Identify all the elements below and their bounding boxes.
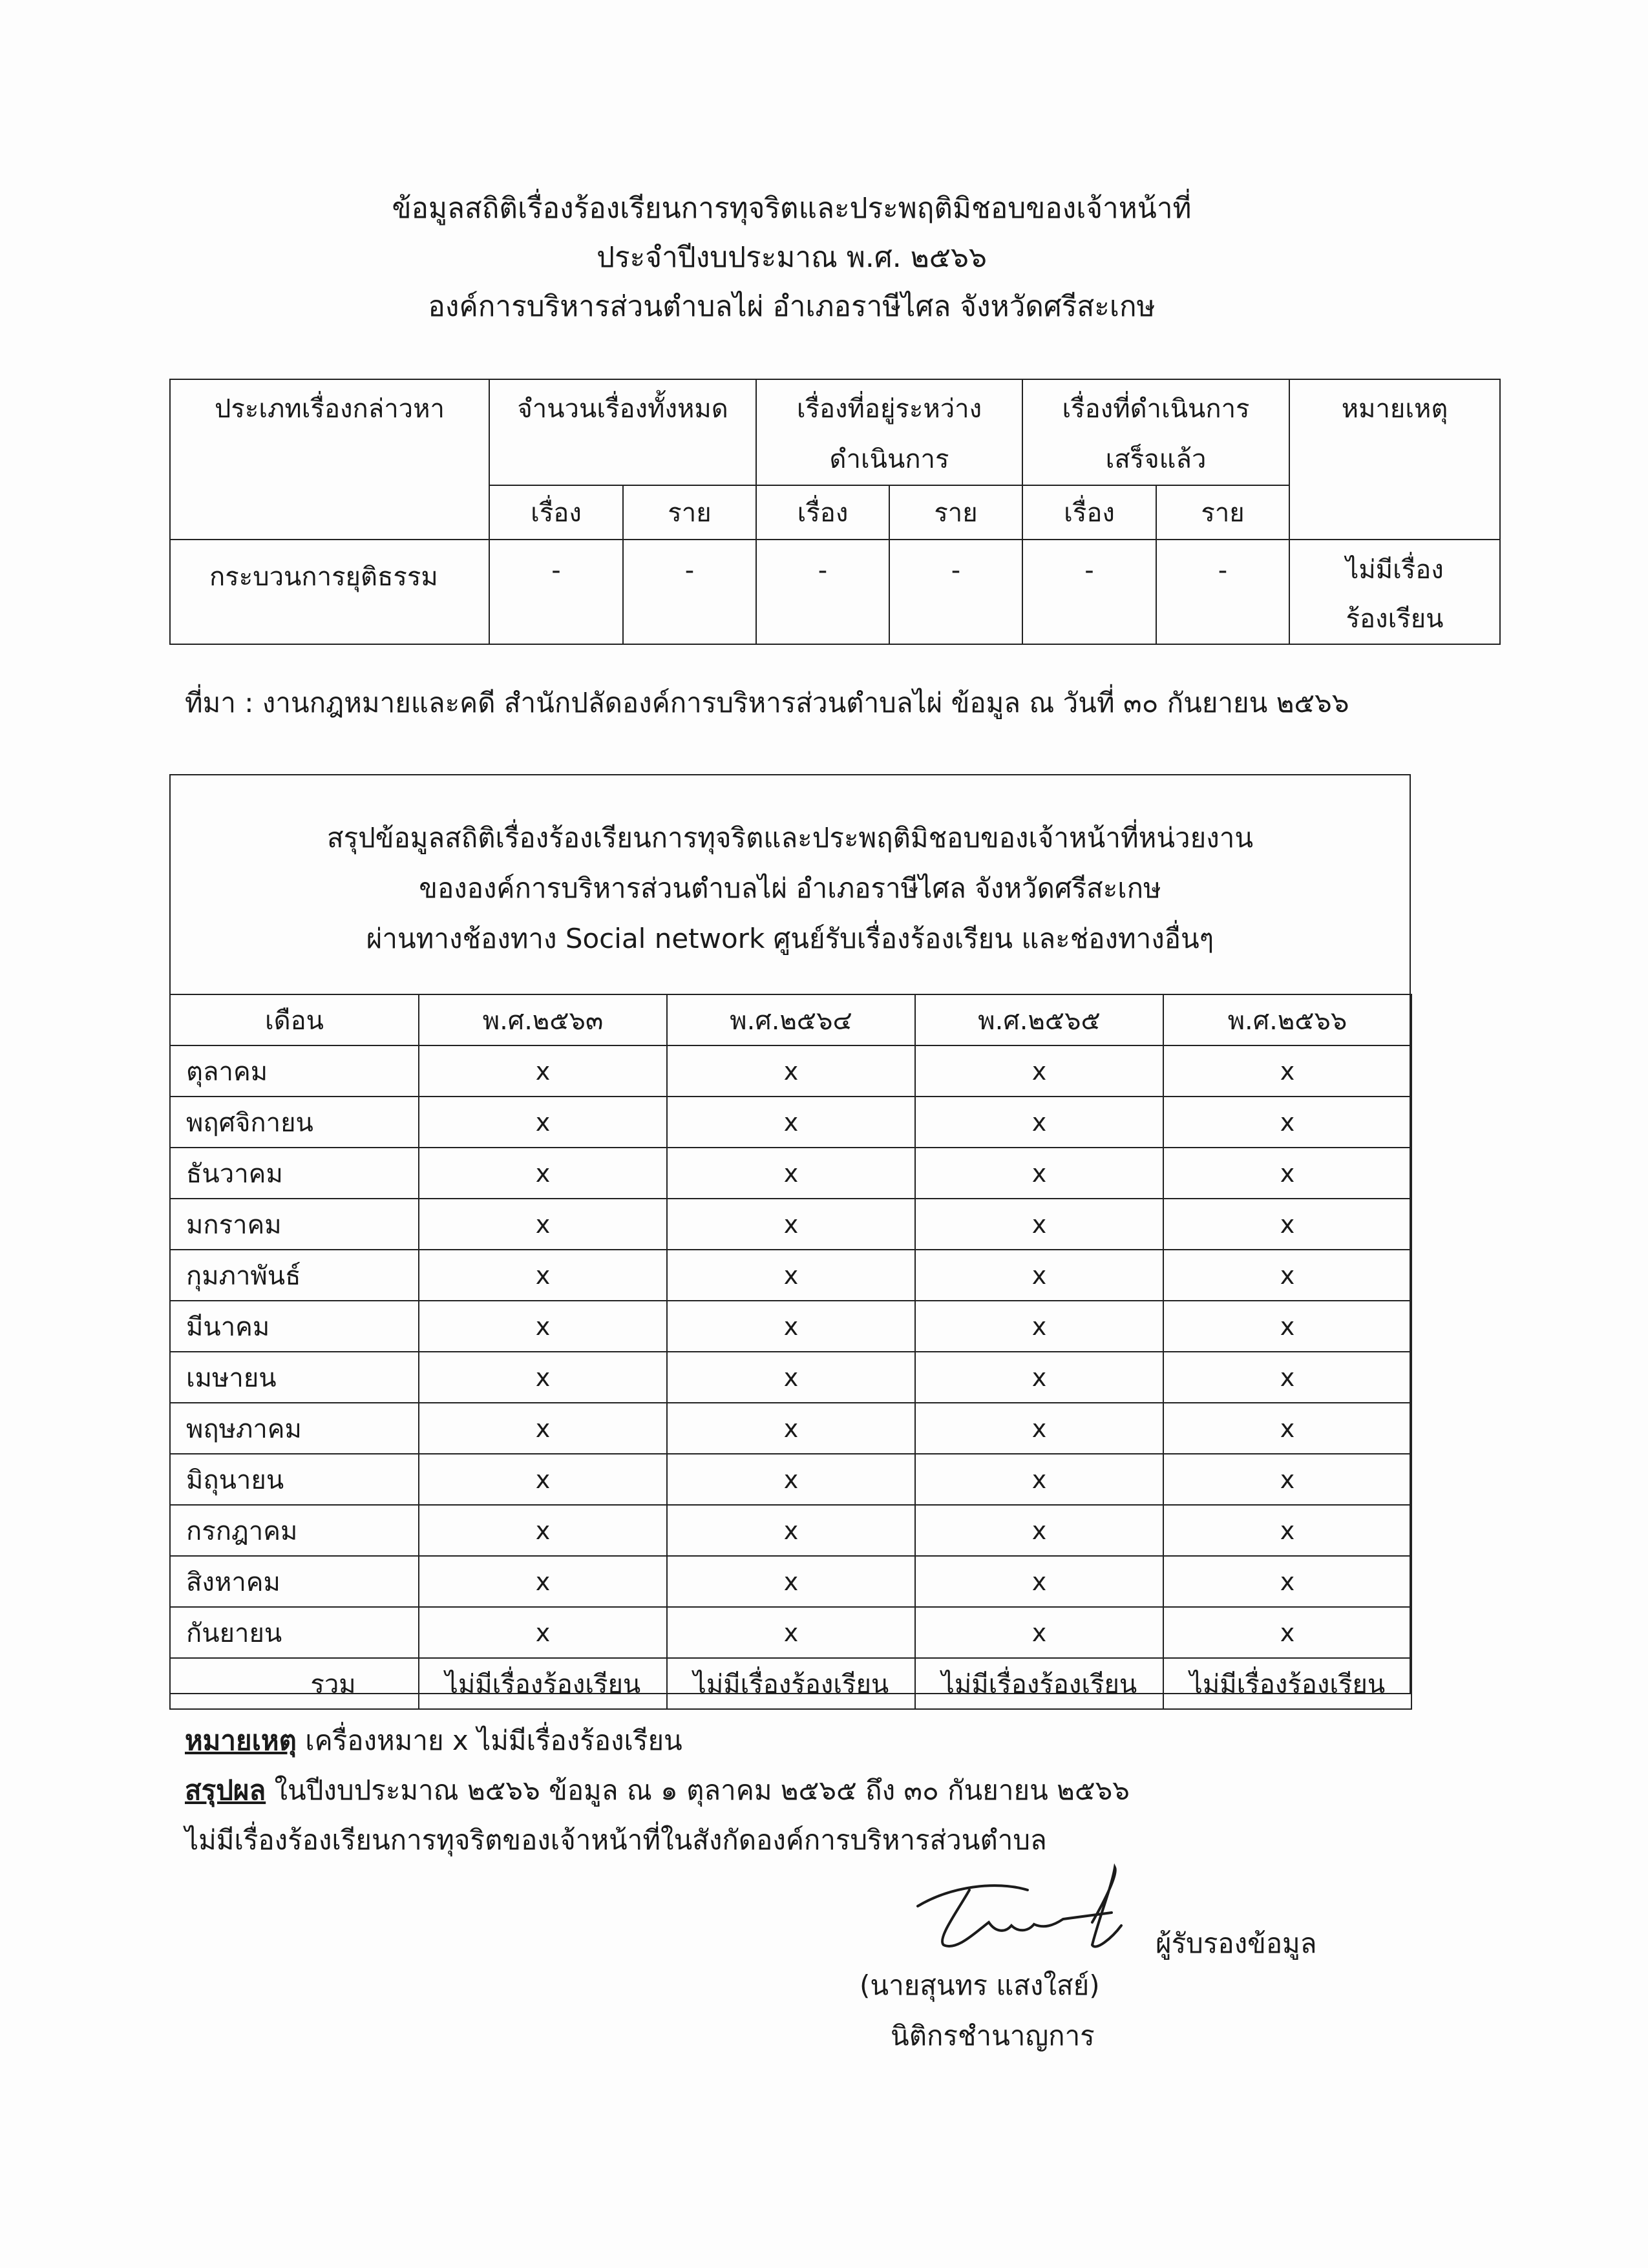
table-row: [170, 1199, 1411, 1250]
month-cell: ตุลาคม: [170, 1045, 419, 1097]
header-month: เดือน: [170, 994, 419, 1045]
cell-pending-person: -: [889, 540, 1022, 644]
table-row: [170, 1097, 1411, 1148]
month-cell: กรกฎาคม: [170, 1505, 419, 1556]
no-complaint-mark: x: [419, 1556, 667, 1607]
remarks-section: [185, 1716, 1130, 1865]
no-complaint-mark: x: [1163, 1148, 1411, 1199]
month-cell: มีนาคม: [170, 1301, 419, 1352]
header-year: พ.ศ.๒๕๖๕: [915, 994, 1163, 1045]
cell-done-person: -: [1156, 540, 1289, 644]
table-row: [170, 1607, 1411, 1658]
no-complaint-mark: x: [667, 1403, 915, 1454]
cell-pending-matter: -: [756, 540, 889, 644]
no-complaint-mark: x: [915, 1045, 1163, 1097]
no-complaint-mark: x: [1163, 1199, 1411, 1250]
certifier-label: ผู้รับรองข้อมูล: [1156, 1927, 1317, 1959]
month-cell: พฤศจิกายน: [170, 1097, 419, 1148]
sub-header-person: ราย: [1156, 485, 1289, 540]
no-complaint-mark: x: [419, 1403, 667, 1454]
table-row: [170, 1250, 1411, 1301]
cell-total-matter: -: [489, 540, 623, 644]
header-done-line1: เรื่องที่ดำเนินการ: [1062, 394, 1250, 424]
header-note: หมายเหตุ: [1289, 379, 1500, 540]
no-complaint-mark: x: [915, 1352, 1163, 1403]
table-row: [170, 1556, 1411, 1607]
no-complaint-mark: x: [667, 1505, 915, 1556]
cell-done-matter: -: [1022, 540, 1156, 644]
month-cell: กุมภาพันธ์: [170, 1250, 419, 1301]
remark-conclusion-text: ในปีงบประมาณ ๒๕๖๖ ข้อมูล ณ ๑ ตุลาคม ๒๕๖๕ ถึง ๓๐ กันยายน ๒๕๖๖: [266, 1774, 1130, 1806]
no-complaint-mark: x: [419, 1352, 667, 1403]
remark-note-text: เครื่องหมาย x ไม่มีเรื่องร้องเรียน: [296, 1725, 682, 1756]
header-line-3: องค์การบริหารส่วนตำบลไผ่ อำเภอราษีไศล จังหวัดศรีสะเกษ: [428, 290, 1156, 323]
header-done-line2: เสร็จแล้ว: [1105, 445, 1207, 474]
no-complaint-mark: x: [419, 1199, 667, 1250]
no-complaint-mark: x: [667, 1250, 915, 1301]
summary-title-line1: สรุปข้อมูลสถิติเรื่องร้องเรียนการทุจริตและประพฤติมิชอบของเจ้าหน้าที่หน่วยงาน: [326, 822, 1254, 854]
no-complaint-mark: x: [1163, 1607, 1411, 1658]
no-complaint-mark: x: [1163, 1301, 1411, 1352]
remark-conclusion-line2: ไม่มีเรื่องร้องเรียนการทุจริตของเจ้าหน้าที่ในสังกัดองค์การบริหารส่วนตำบล: [185, 1824, 1047, 1856]
no-complaint-mark: x: [419, 1454, 667, 1505]
cell-total-person: -: [623, 540, 756, 644]
no-complaint-mark: x: [667, 1199, 915, 1250]
total-value: ไม่มีเรื่องร้องเรียน: [667, 1658, 915, 1709]
header-pending-line1: เรื่องที่อยู่ระหว่าง: [796, 394, 982, 424]
no-complaint-mark: x: [419, 1301, 667, 1352]
no-complaint-mark: x: [419, 1607, 667, 1658]
table-row: [170, 1352, 1411, 1403]
table-row: [170, 1403, 1411, 1454]
month-cell: เมษายน: [170, 1352, 419, 1403]
sub-header-matter: เรื่อง: [489, 485, 623, 540]
month-cell: ธันวาคม: [170, 1148, 419, 1199]
no-complaint-mark: x: [419, 1097, 667, 1148]
no-complaint-mark: x: [667, 1556, 915, 1607]
no-complaint-mark: x: [1163, 1505, 1411, 1556]
remark-note: [185, 1716, 1130, 1765]
no-complaint-mark: x: [1163, 1250, 1411, 1301]
summary-title: [171, 813, 1410, 964]
no-complaint-mark: x: [1163, 1097, 1411, 1148]
header-category: ประเภทเรื่องกล่าวหา: [170, 379, 489, 540]
no-complaint-mark: x: [667, 1301, 915, 1352]
total-value: ไม่มีเรื่องร้องเรียน: [419, 1658, 667, 1709]
sub-header-person: ราย: [623, 485, 756, 540]
signer-name: (นายสุนทร แสงใสย์): [860, 1969, 1100, 2001]
monthly-summary-table: [169, 994, 1412, 1710]
table-row: [170, 540, 1500, 644]
no-complaint-mark: x: [419, 1045, 667, 1097]
data-source-note: ที่มา : งานกฎหมายและคดี สำนักปลัดองค์การบริหารส่วนตำบลไผ่ ข้อมูล ณ วันที่ ๓๐ กันยายน ๒๕๖๖: [185, 687, 1349, 719]
no-complaint-mark: x: [915, 1250, 1163, 1301]
no-complaint-mark: x: [915, 1505, 1163, 1556]
no-complaint-mark: x: [915, 1403, 1163, 1454]
remark-note-label: หมายเหตุ: [185, 1725, 297, 1756]
no-complaint-mark: x: [667, 1097, 915, 1148]
total-row: [170, 1658, 1411, 1709]
sub-header-matter: เรื่อง: [1022, 485, 1156, 540]
header-pending-line2: ดำเนินการ: [829, 445, 949, 474]
total-label: รวม: [170, 1658, 419, 1709]
header-year: พ.ศ.๒๕๖๓: [419, 994, 667, 1045]
header-line-2: ประจำปีงบประมาณ พ.ศ. ๒๕๖๖: [597, 241, 987, 274]
complaint-type-table: [169, 379, 1501, 645]
no-complaint-mark: x: [419, 1505, 667, 1556]
sub-header-person: ราย: [889, 485, 1022, 540]
cell-note-line2: ร้องเรียน: [1346, 604, 1444, 634]
document-header: [0, 184, 1583, 331]
month-cell: มกราคม: [170, 1199, 419, 1250]
no-complaint-mark: x: [915, 1301, 1163, 1352]
no-complaint-mark: x: [1163, 1403, 1411, 1454]
table-row: [170, 1045, 1411, 1097]
no-complaint-mark: x: [915, 1556, 1163, 1607]
month-cell: พฤษภาคม: [170, 1403, 419, 1454]
cell-note: [1289, 540, 1500, 644]
no-complaint-mark: x: [915, 1097, 1163, 1148]
month-cell: มิถุนายน: [170, 1454, 419, 1505]
header-total: จำนวนเรื่องทั้งหมด: [489, 379, 756, 485]
month-cell: สิงหาคม: [170, 1556, 419, 1607]
handwritten-signature: [898, 1861, 1170, 1958]
table-row: [170, 1505, 1411, 1556]
table-row: [170, 1454, 1411, 1505]
header-year: พ.ศ.๒๕๖๔: [667, 994, 915, 1045]
cell-note-line1: ไม่มีเรื่อง: [1346, 555, 1444, 585]
table-row: [170, 1301, 1411, 1352]
header-line-1: ข้อมูลสถิติเรื่องร้องเรียนการทุจริตและประพฤติมิชอบของเจ้าหน้าที่: [392, 192, 1192, 225]
no-complaint-mark: x: [419, 1250, 667, 1301]
no-complaint-mark: x: [1163, 1454, 1411, 1505]
no-complaint-mark: x: [667, 1352, 915, 1403]
no-complaint-mark: x: [1163, 1556, 1411, 1607]
month-cell: กันยายน: [170, 1607, 419, 1658]
no-complaint-mark: x: [915, 1607, 1163, 1658]
total-value: ไม่มีเรื่องร้องเรียน: [1163, 1658, 1411, 1709]
no-complaint-mark: x: [667, 1148, 915, 1199]
no-complaint-mark: x: [667, 1607, 915, 1658]
header-year: พ.ศ.๒๕๖๖: [1163, 994, 1411, 1045]
no-complaint-mark: x: [915, 1454, 1163, 1505]
remark-conclusion: [185, 1765, 1130, 1815]
no-complaint-mark: x: [915, 1199, 1163, 1250]
summary-title-line2: ขององค์การบริหารส่วนตำบลไผ่ อำเภอราษีไศล จังหวัดศรีสะเกษ: [419, 872, 1161, 904]
no-complaint-mark: x: [419, 1148, 667, 1199]
remark-conclusion-label: สรุปผล: [185, 1774, 266, 1806]
no-complaint-mark: x: [915, 1148, 1163, 1199]
signer-position: นิติกรชำนาญการ: [891, 2020, 1095, 2052]
no-complaint-mark: x: [667, 1454, 915, 1505]
no-complaint-mark: x: [667, 1045, 915, 1097]
no-complaint-mark: x: [1163, 1352, 1411, 1403]
table-row: [170, 1148, 1411, 1199]
total-value: ไม่มีเรื่องร้องเรียน: [915, 1658, 1163, 1709]
no-complaint-mark: x: [1163, 1045, 1411, 1097]
row-category: กระบวนการยุติธรรม: [170, 540, 489, 644]
header-pending: [756, 379, 1022, 485]
summary-title-line3: ผ่านทางช้องทาง Social network ศูนย์รับเรื่องร้องเรียน และช่องทางอื่นๆ: [366, 923, 1214, 954]
sub-header-matter: เรื่อง: [756, 485, 889, 540]
header-done: [1022, 379, 1289, 485]
